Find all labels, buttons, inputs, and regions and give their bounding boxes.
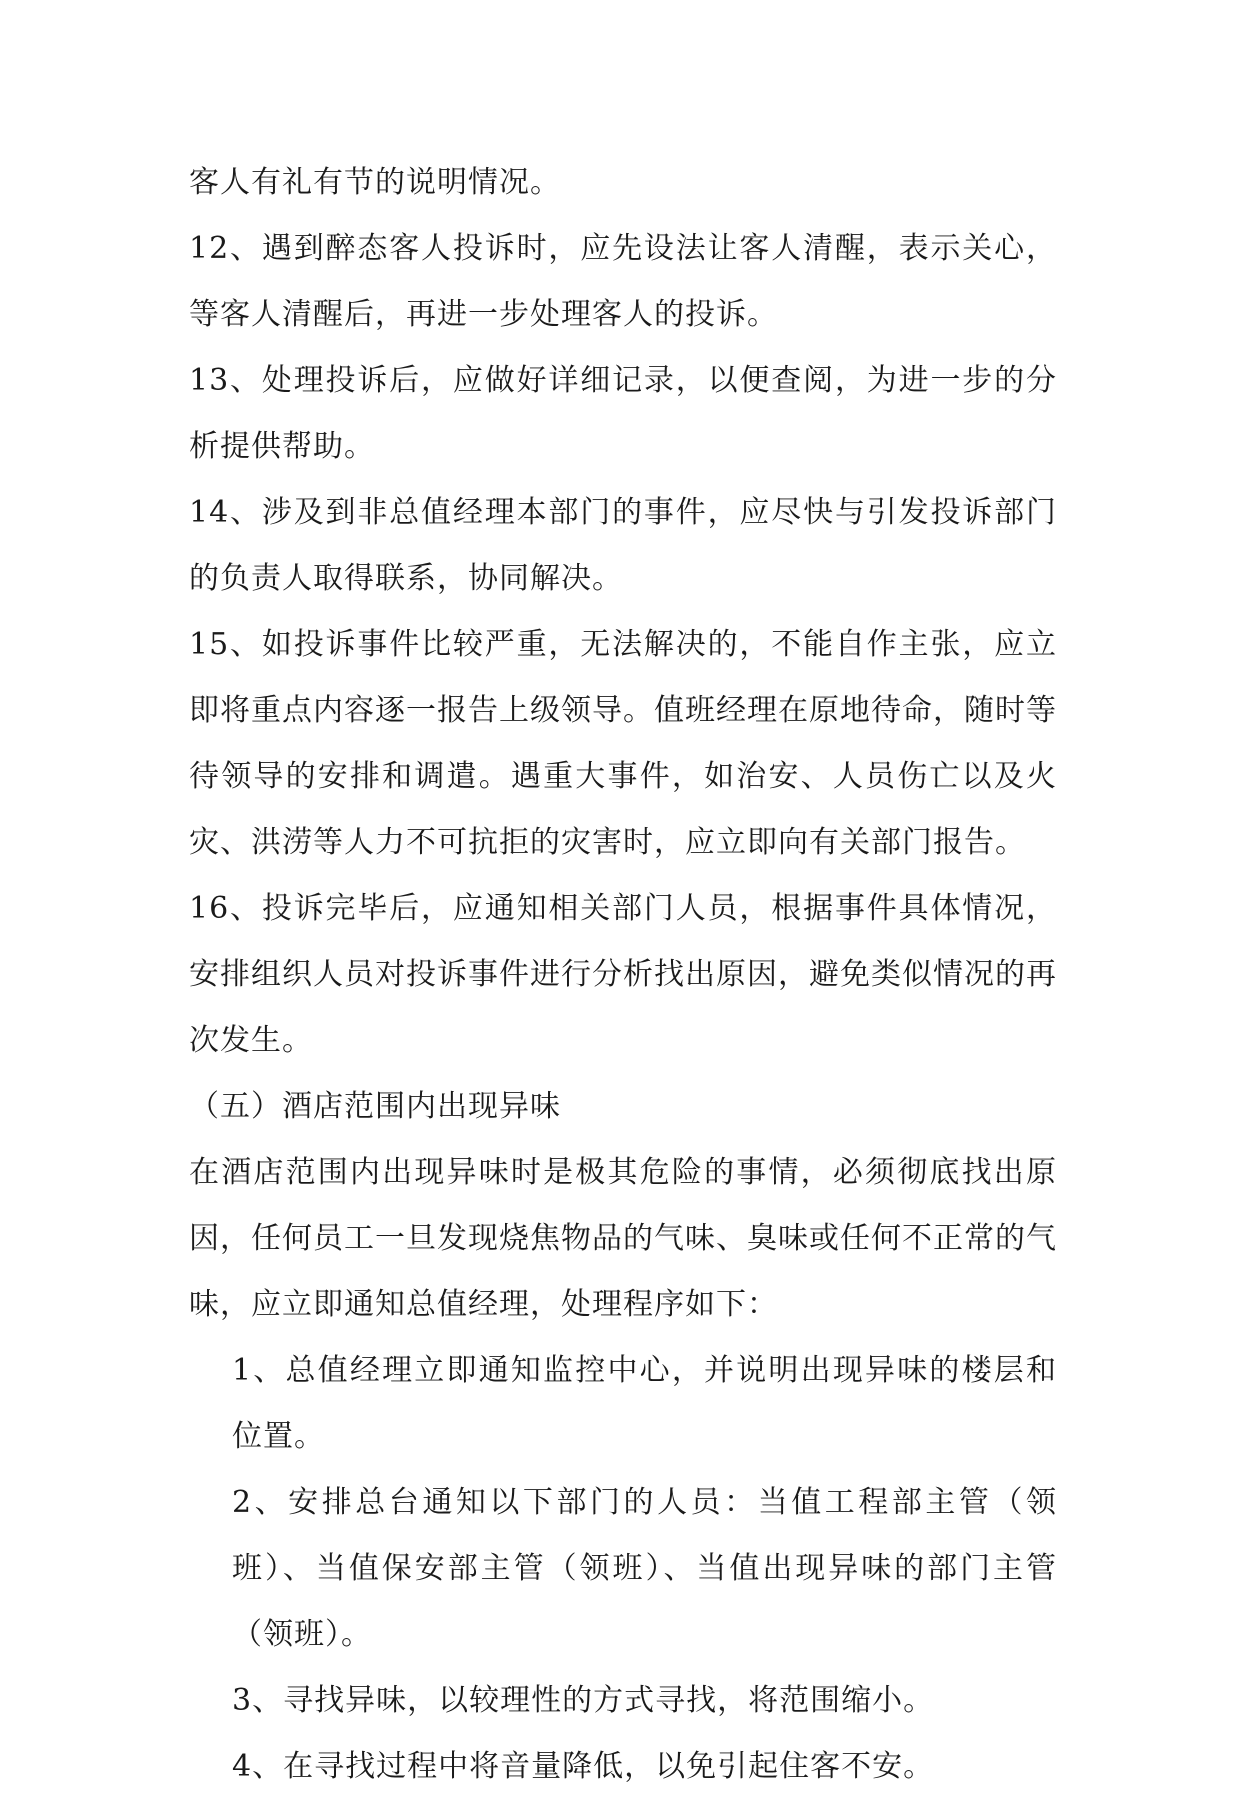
paragraph-item-12: 12、遇到醉态客人投诉时，应先设法让客人清醒，表示关心，等客人清醒后，再进一步处理客人的投诉。 — [189, 231, 1057, 332]
step-item-3: 3、寻找异味，以较理性的方式寻找，将范围缩小。 — [232, 1683, 935, 1718]
paragraph-item-15: 15、如投诉事件比较严重，无法解决的，不能自作主张，应立即将重点内容逐一报告上级领导。值班经理在原地待命，随时等待领导的安排和调遣。遇重大事件，如治安、人员伤亡以及火灾、洪涝等人力不可抗拒的灾害时，应立即向有关部门报告。 — [189, 627, 1057, 860]
section-heading: （五）酒店范围内出现异味 — [189, 1089, 561, 1124]
step-item-2: 2、安排总台通知以下部门的人员：当值工程部主管（领班）、当值保安部主管（领班）、当值出现异味的部门主管（领班）。 — [232, 1485, 1057, 1652]
step-item-1: 1、总值经理立即通知监控中心，并说明出现异味的楼层和位置。 — [232, 1353, 1057, 1454]
step-item-4: 4、在寻找过程中将音量降低，以免引起住客不安。 — [232, 1749, 935, 1784]
paragraph-item-16: 16、投诉完毕后，应通知相关部门人员，根据事件具体情况，安排组织人员对投诉事件进行分析找出原因，避免类似情况的再次发生。 — [189, 891, 1057, 1058]
paragraph-item-13: 13、处理投诉后，应做好详细记录，以便查阅，为进一步的分析提供帮助。 — [189, 363, 1057, 464]
document-body — [189, 150, 1057, 1800]
paragraph-item-14: 14、涉及到非总值经理本部门的事件，应尽快与引发投诉部门的负责人取得联系，协同解决。 — [189, 495, 1057, 596]
paragraph-continuation: 客人有礼有节的说明情况。 — [189, 165, 561, 200]
section-intro: 在酒店范围内出现异味时是极其危险的事情，必须彻底找出原因，任何员工一旦发现烧焦物品的气味、臭味或任何不正常的气味，应立即通知总值经理，处理程序如下： — [189, 1155, 1057, 1322]
